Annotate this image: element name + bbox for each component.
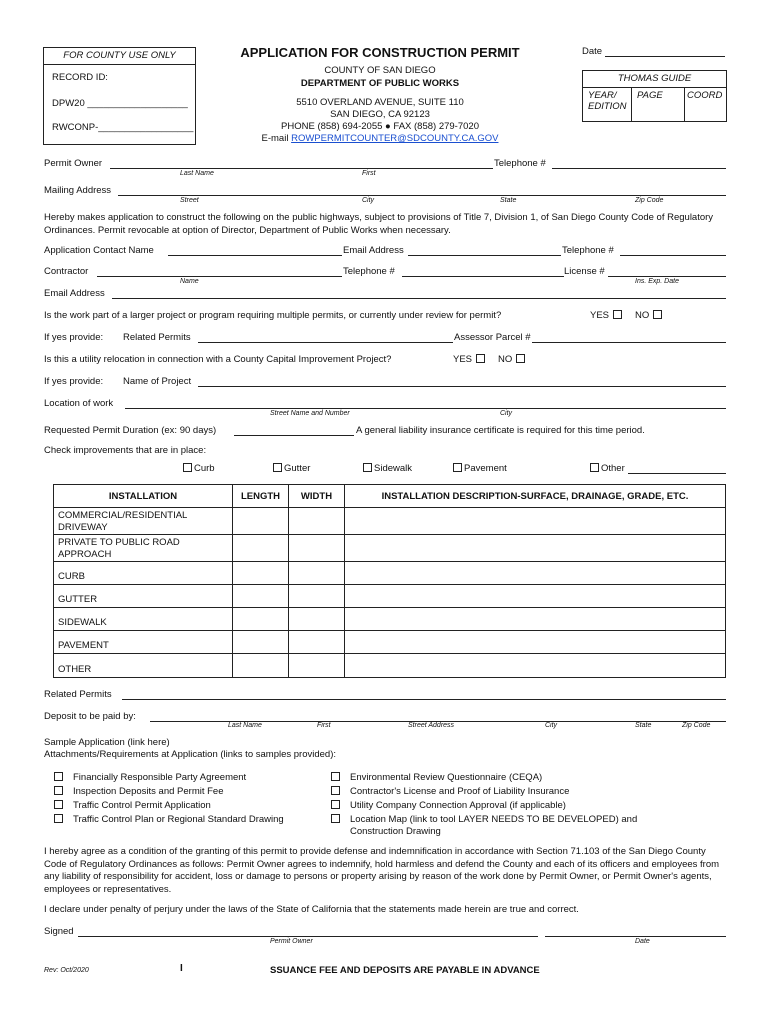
checkbox[interactable] [516, 354, 525, 363]
check-improvements-label: Check improvements that are in place: [44, 445, 207, 456]
contractor-telephone-field[interactable] [402, 276, 564, 277]
improvement-other[interactable] [590, 463, 625, 474]
rwconp-field[interactable]: RWCONP-__________________ [52, 122, 194, 133]
deposit-street-caption: Street Address [408, 722, 455, 729]
checkbox[interactable] [273, 463, 282, 472]
app-contact-field[interactable] [168, 255, 342, 256]
utility-question: Is this a utility relocation in connection with a County Capital Improvement Project? [44, 354, 392, 365]
email-link[interactable]: ROWPERMITCOUNTER@SDCOUNTY.CA.GOV [291, 133, 499, 144]
county-use-title: FOR COUNTY USE ONLY [44, 48, 195, 65]
attachment-label: Environmental Review Questionnaire (CEQA) [350, 772, 543, 783]
deposit-zip-caption: Zip Code [682, 722, 711, 729]
length-cell[interactable] [233, 585, 289, 608]
attachment-label: Location Map (link to tool LAYER NEEDS TO BE DEVELOPED) and Construction Drawing [350, 814, 638, 837]
attachment-label: Utility Company Connection Approval (if applicable) [350, 800, 566, 811]
improvement-curb[interactable] [183, 463, 215, 474]
requested-duration-label: Requested Permit Duration (ex: 90 days) [44, 425, 217, 436]
assessor-parcel-label: Assessor Parcel # [454, 332, 531, 343]
description-cell[interactable] [345, 585, 726, 608]
app-contact-email-label: Email Address [343, 245, 404, 256]
state-caption: State [500, 197, 517, 204]
attachment-label: Contractor's License and Proof of Liability Insurance [350, 786, 570, 797]
contractor-telephone-label: Telephone # [343, 266, 395, 277]
yes-label: YES [590, 310, 610, 321]
deposit-first-caption: First [317, 722, 331, 729]
length-cell[interactable] [233, 508, 289, 535]
checkbox[interactable] [653, 310, 662, 319]
width-cell[interactable] [289, 608, 345, 631]
larger-project-yes[interactable] [590, 310, 622, 321]
utility-yes[interactable] [453, 354, 485, 365]
description-cell[interactable] [345, 508, 726, 535]
checkbox[interactable] [453, 463, 462, 472]
description-cell[interactable] [345, 608, 726, 631]
list-item[interactable] [54, 772, 284, 786]
checkbox[interactable] [331, 814, 340, 823]
installation-cell: OTHER [54, 654, 233, 678]
signed-label: Signed [44, 926, 74, 937]
installation-cell: GUTTER [54, 585, 233, 608]
attachments-left-list [54, 772, 284, 828]
installation-cell: PAVEMENT [54, 631, 233, 654]
email-label: E-mail [261, 133, 289, 144]
perjury-statement: I declare under penalty of perjury under the laws of the State of California that the statements made herein are true and correct. [44, 904, 579, 915]
larger-project-no[interactable] [635, 310, 662, 321]
date-field[interactable] [605, 56, 725, 57]
description-cell[interactable] [345, 562, 726, 585]
thomas-page: PAGE [637, 90, 663, 101]
width-cell[interactable] [289, 654, 345, 678]
dpw20-field[interactable]: DPW20 ___________________ [52, 98, 188, 109]
date-caption: Date [635, 938, 650, 945]
deposit-last-name-caption: Last Name [228, 722, 262, 729]
app-contact-label: Application Contact Name [44, 245, 154, 256]
no-label: NO [498, 354, 513, 365]
list-item[interactable] [54, 800, 284, 814]
checkbox[interactable] [331, 786, 340, 795]
list-item[interactable] [331, 786, 650, 800]
larger-project-question: Is the work part of a larger project or program requiring multiple permits, or currently under review for permit? [44, 310, 502, 321]
improvement-other-field[interactable] [628, 473, 726, 474]
dept-name: DEPARTMENT OF PUBLIC WORKS [300, 78, 460, 89]
checkbox[interactable] [331, 800, 340, 809]
street-name-number-caption: Street Name and Number [270, 410, 350, 417]
location-of-work-field[interactable] [125, 408, 726, 409]
phone-fax: PHONE (858) 694-2055 ● FAX (858) 279-7020 [281, 121, 479, 132]
curb-label: Curb [194, 463, 215, 474]
deposit-city-caption: City [545, 722, 558, 729]
name-of-project-label: Name of Project [123, 376, 192, 387]
address-line-2: SAN DIEGO, CA 92123 [330, 109, 430, 120]
related-permits-label: Related Permits [123, 332, 191, 343]
attachment-label: Traffic Control Permit Application [73, 800, 211, 811]
list-item[interactable] [54, 814, 284, 828]
checkbox[interactable] [331, 772, 340, 781]
other-label: Other [601, 463, 625, 474]
location-of-work-label: Location of work [44, 398, 114, 409]
list-item[interactable] [331, 814, 650, 837]
sidewalk-label: Sidewalk [374, 463, 413, 474]
checkbox[interactable] [590, 463, 599, 472]
date-label: Date [582, 46, 603, 57]
permit-owner-label: Permit Owner [44, 158, 103, 169]
last-name-caption: Last Name [180, 170, 214, 177]
yes-label: YES [453, 354, 473, 365]
location-city-caption: City [500, 410, 513, 417]
pavement-label: Pavement [464, 463, 507, 474]
indemnification-statement: I hereby agree as a condition of the granting of this permit to provide defense and indemnification in accordance with Section 71.103 of the San Diego County Code of Regulatory Ordinances as follows: Permit Owner agrees to indemnify, hold harmless and defend the County and each of its officers and employees from any liability of responsibility for accident, loss or damage to persons or property arising by reason of the work done by Permit Owner, or Permit Owner's agents, employees or representatives. [44, 846, 720, 895]
contractor-field[interactable] [97, 276, 342, 277]
mailing-address-field[interactable] [118, 195, 726, 196]
checkbox[interactable] [54, 814, 63, 823]
owner-telephone-field[interactable] [552, 168, 726, 169]
address-line-1: 5510 OVERLAND AVENUE, SUITE 110 [296, 97, 464, 108]
bottom-related-permits-label: Related Permits [44, 689, 112, 700]
mailing-address-label: Mailing Address [44, 185, 112, 196]
checkbox[interactable] [54, 786, 63, 795]
length-cell[interactable] [233, 535, 289, 562]
license-field[interactable] [608, 276, 726, 277]
city-caption: City [362, 197, 375, 204]
installation-cell: PRIVATE TO PUBLIC ROAD APPROACH [54, 535, 233, 562]
table-row [54, 562, 726, 585]
app-contact-telephone-field[interactable] [620, 255, 726, 256]
installation-cell: COMMERCIAL/RESIDENTIAL DRIVEWAY [54, 508, 233, 535]
name-caption: Name [180, 278, 199, 285]
length-cell[interactable] [233, 562, 289, 585]
checkbox[interactable] [613, 310, 622, 319]
contractor-email-label: Email Address [44, 288, 105, 299]
checkbox[interactable] [183, 463, 192, 472]
length-cell[interactable] [233, 654, 289, 678]
attachments-label: Attachments/Requirements at Application (links to samples provided): [44, 749, 336, 760]
table-row [54, 535, 726, 562]
length-cell[interactable] [233, 631, 289, 654]
zip-caption: Zip Code [635, 197, 664, 204]
improvement-gutter[interactable] [273, 463, 310, 474]
width-cell[interactable] [289, 562, 345, 585]
thomas-guide-title: THOMAS GUIDE [583, 71, 726, 88]
width-cell[interactable] [289, 631, 345, 654]
description-cell[interactable] [345, 535, 726, 562]
checkbox[interactable] [54, 772, 63, 781]
related-permits-field[interactable] [198, 342, 453, 343]
liability-note: A general liability insurance certificate is required for this time period. [356, 425, 645, 436]
checkbox[interactable] [476, 354, 485, 363]
description-cell[interactable] [345, 654, 726, 678]
attachment-label: Inspection Deposits and Permit Fee [73, 786, 224, 797]
table-row [54, 608, 726, 631]
record-id-label: RECORD ID: [52, 72, 108, 83]
if-yes-provide-label: If yes provide: [44, 332, 104, 343]
description-cell[interactable] [345, 631, 726, 654]
installation-table [53, 484, 726, 678]
list-item[interactable] [331, 772, 650, 786]
installation-cell: SIDEWALK [54, 608, 233, 631]
attachment-label: Traffic Control Plan or Regional Standard Drawing [73, 814, 284, 825]
width-header: WIDTH [289, 485, 345, 508]
thomas-year-edition: YEAR/ EDITION [588, 90, 627, 112]
first-caption: First [362, 170, 376, 177]
table-row [54, 585, 726, 608]
ins-exp-caption: Ins. Exp. Date [635, 278, 679, 285]
attachments-right-list [331, 772, 650, 837]
signature-date-field[interactable] [545, 936, 726, 937]
thomas-guide-box [582, 70, 727, 122]
license-label: License # [564, 266, 605, 277]
table-row [54, 508, 726, 535]
utility-no[interactable] [498, 354, 525, 365]
thomas-coord: COORD [687, 90, 723, 101]
app-contact-email-field[interactable] [408, 255, 561, 256]
bottom-related-permits-field[interactable] [122, 699, 726, 700]
checkbox[interactable] [54, 800, 63, 809]
email-line [230, 133, 530, 144]
requested-duration-field[interactable] [234, 435, 354, 436]
improvement-pavement[interactable] [453, 463, 507, 474]
owner-telephone-label: Telephone # [494, 158, 546, 169]
sample-application-link[interactable]: Sample Application (link here) [44, 737, 170, 748]
deposit-state-caption: State [635, 722, 652, 729]
revision-label: Rev: Oct/2020 [44, 967, 89, 974]
no-label: NO [635, 310, 650, 321]
attachment-label: Financially Responsible Party Agreement [73, 772, 247, 783]
table-row [54, 654, 726, 678]
width-cell[interactable] [289, 535, 345, 562]
improvement-sidewalk[interactable] [363, 463, 412, 474]
length-header: LENGTH [233, 485, 289, 508]
issuance-notice: SSUANCE FEE AND DEPOSITS ARE PAYABLE IN ADVANCE [270, 965, 540, 976]
assessor-parcel-field[interactable] [532, 342, 726, 343]
gutter-label: Gutter [284, 463, 311, 474]
street-caption: Street [180, 197, 199, 204]
permit-owner-caption: Permit Owner [270, 938, 313, 945]
list-item[interactable] [331, 800, 650, 814]
list-item[interactable] [54, 786, 284, 800]
issuance-initial: I [180, 963, 183, 974]
county-use-box [43, 47, 196, 145]
if-yes-provide-label-2: If yes provide: [44, 376, 104, 387]
description-header: INSTALLATION DESCRIPTION-SURFACE, DRAINAGE, GRADE, ETC. [345, 485, 726, 508]
installation-cell: CURB [54, 562, 233, 585]
application-statement: Hereby makes application to construct the following on the public highways, subject to provisions of Title 7, Division 1, of San Diego County Code of Regulatory Ordinances. Permit revocable at option of Director, Department of Public Works when necessary. [44, 212, 714, 236]
installation-header: INSTALLATION [54, 485, 233, 508]
table-row [54, 631, 726, 654]
permit-owner-field[interactable] [110, 168, 493, 169]
contractor-email-field[interactable] [112, 298, 726, 299]
length-cell[interactable] [233, 608, 289, 631]
checkbox[interactable] [363, 463, 372, 472]
contractor-label: Contractor [44, 266, 89, 277]
width-cell[interactable] [289, 585, 345, 608]
form-title: APPLICATION FOR CONSTRUCTION PERMIT [240, 45, 520, 60]
signature-field[interactable] [78, 936, 538, 937]
county-name: COUNTY OF SAN DIEGO [324, 65, 436, 76]
width-cell[interactable] [289, 508, 345, 535]
deposit-paid-by-label: Deposit to be paid by: [44, 711, 136, 722]
app-contact-telephone-label: Telephone # [562, 245, 614, 256]
name-of-project-field[interactable] [198, 386, 726, 387]
